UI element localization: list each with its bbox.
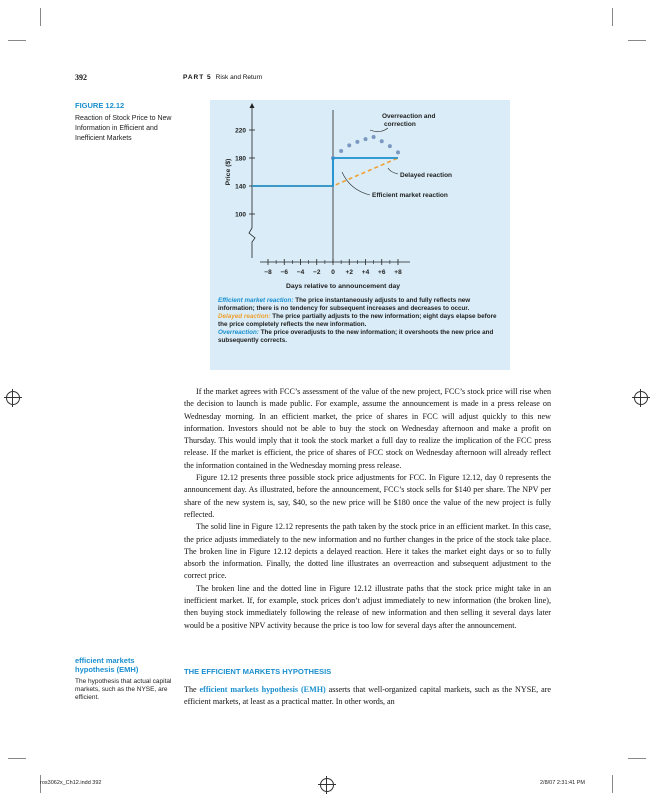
x-tick-label: 0 — [331, 269, 335, 276]
margin-term: efficient markets hypothesis (EMH) — [75, 656, 139, 674]
legend-efficient-label: Efficient market reaction: — [218, 297, 294, 304]
x-tick-label: +4 — [361, 269, 370, 276]
x-tick-label: −6 — [280, 269, 288, 276]
overreaction-point — [355, 140, 359, 144]
running-header — [183, 74, 262, 81]
legend-overreaction-label: Overreaction: — [218, 329, 259, 336]
page-number: 392 — [75, 73, 87, 82]
crop-mark — [612, 8, 613, 26]
delayed-reaction-line — [252, 158, 398, 186]
overreaction-point — [372, 135, 376, 139]
x-tick-label: +8 — [394, 269, 402, 276]
efficient-reaction-line — [252, 158, 398, 186]
registration-mark-icon — [6, 391, 20, 405]
text-run: asserts that well-organized capital markets, such as the NYSE, are efficient markets, at least as a practical matter. In other words, an — [184, 685, 551, 707]
x-tick-label: +6 — [378, 269, 386, 276]
x-tick-label: −8 — [264, 269, 272, 276]
annotation-efficient: Efficient market reaction — [372, 192, 448, 199]
x-tick-label: −4 — [296, 269, 305, 276]
annotation-leader — [388, 168, 398, 174]
crop-mark — [612, 775, 613, 793]
legend-overreaction-text: The price overadjusts to the new information; it overshoots the new price and subsequently corrects. — [218, 329, 494, 344]
x-tick-label: +2 — [345, 269, 353, 276]
part-title: Risk and Return — [215, 74, 263, 81]
legend-delayed-text: The price partially adjusts to the new information; eight days elapse before the price completely reflects the new information. — [218, 313, 497, 328]
overreaction-point — [396, 150, 400, 154]
part-label: PART 5 — [183, 74, 212, 81]
crop-mark — [40, 8, 41, 26]
price-reaction-chart — [210, 100, 510, 295]
body-paragraph — [184, 684, 551, 709]
body-paragraph: Figure 12.12 presents three possible stock price adjustments for FCC. In Figure 12.12, day 0 represents the announcement day. As illustrated, before the announcement, FCC’s stock sells for $140 per share. The NPV per share of the new system is, say, $40, so the new price will be $180 once the value of the new project is fully reflected. — [184, 473, 551, 519]
crop-mark — [628, 40, 646, 41]
key-term: efficient markets hypothesis (EMH) — [199, 685, 326, 694]
overreaction-point — [388, 144, 392, 148]
figure-caption: Reaction of Stock Price to New Information in Efficient and Inefficient Markets — [75, 115, 172, 142]
y-tick-label: 220 — [235, 127, 246, 135]
legend-delayed-label: Delayed reaction: — [218, 313, 271, 320]
y-tick-label: 140 — [235, 183, 246, 191]
figure-legend — [218, 297, 502, 345]
efficient-reaction-line-overlay — [252, 158, 398, 186]
registration-mark-icon — [320, 778, 334, 792]
body-text — [184, 386, 551, 632]
crop-mark — [8, 40, 26, 41]
y-axis-break — [249, 228, 255, 258]
section-heading: THE EFFICIENT MARKETS HYPOTHESIS — [184, 667, 332, 676]
body-paragraph: If the market agrees with FCC’s assessment of the value of the new project, FCC’s stock price will rise when the decision to launch is made public. For example, assume the announcement is made in a press release on Wednesday morning. In an efficient market, the price of shares in FCC will adjust quickly to this new information. Investors should not be able to buy the stock on Wednesday afternoon and make a profit on Thursday. This would imply that it took the stock market a full day to realize the implication of the FCC press release. If the market is efficient, the price of shares of FCC stock on Wednesday afternoon will already reflect the information contained in the Wednesday morning press release. — [184, 387, 551, 470]
registration-mark-icon — [634, 391, 648, 405]
body-paragraph: The solid line in Figure 12.12 represents the path taken by the stock price in an efficient market. In this case, the price adjusts immediately to the new information and no further changes in the price of the stock take place. The broken line in Figure 12.12 depicts a delayed reaction. Here it takes the market eight days or so to fully absorb the information. Finally, the dotted line illustrates an overreaction and subsequent adjustment to the correct price. — [184, 522, 551, 581]
y-axis-arrow — [250, 103, 255, 108]
x-tick-label: −2 — [313, 269, 321, 276]
margin-definition: The hypothesis that actual capital markets, such as the NYSE, are efficient. — [75, 678, 172, 701]
overreaction-point — [339, 149, 343, 153]
annotation-overreaction: Overreaction and correction — [382, 113, 436, 128]
x-axis-label: Days relative to announcement day — [285, 283, 401, 290]
footer-file: ros3062x_Ch12.indd 392 — [40, 780, 102, 786]
figure-label: FIGURE 12.12 — [75, 101, 125, 110]
body-text-continued — [184, 684, 551, 709]
y-tick-label: 100 — [235, 211, 246, 219]
body-paragraph: The broken line and the dotted line in Figure 12.12 illustrate paths that the stock price might take in an inefficient market. If, for example, stock prices don’t adjust immediately to new information (the broken line), then buying stock immediately following the release of new information and then selling it several days later would be a positive NPV activity because the price is too low for several days after the announcement. — [184, 583, 551, 630]
crop-mark — [628, 758, 646, 759]
annotation-delayed: Delayed reaction — [400, 172, 453, 179]
overreaction-point — [380, 139, 384, 143]
y-tick-label: 180 — [235, 155, 246, 163]
crop-mark — [8, 758, 26, 759]
figure-panel — [210, 100, 510, 370]
legend-efficient-text: The price instantaneously adjusts to and fully reflects new information; there is no tendency for subsequent increases and decreases to occur. — [218, 297, 471, 312]
text-run: The — [184, 685, 200, 694]
overreaction-point — [347, 143, 351, 147]
y-axis-label: Price ($) — [225, 158, 232, 186]
annotation-leader — [370, 128, 388, 132]
footer-timestamp: 2/8/07 2:31:41 PM — [540, 780, 585, 786]
overreaction-point — [364, 137, 368, 141]
